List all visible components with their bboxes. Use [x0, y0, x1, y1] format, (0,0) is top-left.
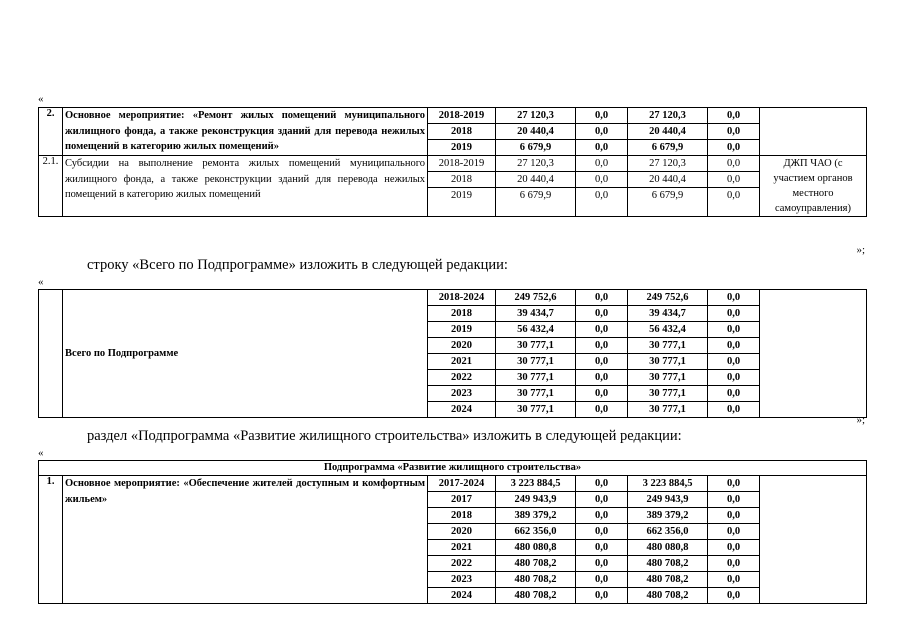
value-cell: 6 679,9 — [519, 190, 552, 201]
table-row — [39, 156, 867, 217]
row-number: 2.1. — [39, 156, 63, 217]
closing-quote-1: »; — [856, 244, 865, 256]
value-cell: 0,0 — [576, 156, 627, 172]
value-cell: 480 708,2 — [628, 572, 707, 588]
value-cell: 27 120,3 — [496, 156, 575, 172]
value-cell: 0,0 — [576, 524, 627, 540]
value-cell: 3 223 884,5 — [628, 476, 707, 492]
value-cell: 20 440,4 — [496, 172, 575, 188]
value-cell: 30 777,1 — [496, 370, 575, 386]
value-cell: 0,0 — [708, 322, 759, 338]
value-cell: 2023 — [428, 386, 495, 402]
value-cell: 0,0 — [576, 172, 627, 188]
instruction-paragraph-1: строку «Всего по Подпрограмме» изложить в следующей редакции: — [87, 257, 508, 273]
row-col1 — [496, 108, 576, 156]
value-cell: 20 440,4 — [628, 124, 707, 140]
value-cell: 6 679,9 — [651, 190, 684, 201]
value-cell: 30 777,1 — [628, 338, 707, 354]
value-cell: 2019 — [451, 142, 472, 153]
value-cell: 249 943,9 — [628, 492, 707, 508]
value-cell: 0,0 — [708, 156, 759, 172]
value-cell: 0,0 — [708, 492, 759, 508]
value-cell: 0,0 — [576, 108, 627, 124]
value-cell: 6 679,9 — [651, 142, 684, 153]
table-measures — [38, 107, 867, 217]
value-cell: 0,0 — [708, 476, 759, 492]
value-cell: 0,0 — [576, 556, 627, 572]
row-col3 — [628, 156, 708, 217]
value-cell: 480 708,2 — [628, 556, 707, 572]
value-cell: 0,0 — [708, 290, 759, 306]
value-cell: 0,0 — [576, 124, 627, 140]
closing-quote-2: »; — [856, 414, 865, 426]
value-cell: 0,0 — [726, 590, 741, 601]
value-cell: 480 708,2 — [496, 556, 575, 572]
value-cell: 662 356,0 — [628, 524, 707, 540]
row-description: Основное мероприятие: «Ремонт жилых помещений муниципального жилищного фонда, а также реконструкция зданий для перевода нежилых помещений в категорию жилых помещений» — [63, 108, 428, 156]
value-cell: 27 120,3 — [628, 156, 707, 172]
value-cell: 480 080,8 — [628, 540, 707, 556]
opening-quote-1: « — [38, 93, 44, 105]
value-cell: 30 777,1 — [496, 338, 575, 354]
value-cell: 2021 — [428, 540, 495, 556]
row-col4 — [708, 156, 760, 217]
total-col2 — [576, 290, 628, 418]
value-cell: 0,0 — [708, 306, 759, 322]
value-cell: 2018-2019 — [428, 108, 495, 124]
value-cell: 3 223 884,5 — [496, 476, 575, 492]
value-cell: 2018 — [428, 124, 495, 140]
value-cell: 6 679,9 — [519, 142, 552, 153]
value-cell: 39 434,7 — [628, 306, 707, 322]
value-cell: 0,0 — [576, 338, 627, 354]
value-cell: 56 432,4 — [496, 322, 575, 338]
value-cell: 0,0 — [576, 492, 627, 508]
value-cell: 389 379,2 — [628, 508, 707, 524]
value-cell: 39 434,7 — [496, 306, 575, 322]
subprogram-col2 — [576, 476, 628, 604]
value-cell: 0,0 — [708, 124, 759, 140]
value-cell: 0,0 — [726, 142, 741, 153]
value-cell: 30 777,1 — [628, 386, 707, 402]
value-cell: 480 080,8 — [496, 540, 575, 556]
value-cell: 2018-2024 — [428, 290, 495, 306]
value-cell: 0,0 — [576, 386, 627, 402]
subprogram-desc: Основное мероприятие: «Обеспечение жителей доступным и комфортным жильем» — [63, 476, 428, 604]
row-col1 — [496, 156, 576, 217]
value-cell: 0,0 — [594, 142, 609, 153]
value-cell: 2021 — [428, 354, 495, 370]
row-number: 2. — [39, 108, 63, 156]
value-cell: 20 440,4 — [496, 124, 575, 140]
row-years — [428, 156, 496, 217]
value-cell: 2018-2019 — [428, 156, 495, 172]
row-col3 — [628, 108, 708, 156]
row-col2 — [576, 156, 628, 217]
value-cell: 0,0 — [576, 370, 627, 386]
value-cell: 2023 — [428, 572, 495, 588]
row-col4 — [708, 108, 760, 156]
value-cell: 0,0 — [708, 524, 759, 540]
subprogram-col4 — [708, 476, 760, 604]
value-cell: 0,0 — [708, 556, 759, 572]
row-executor: ДЖП ЧАО (с участием органов местного самоуправления) — [760, 156, 867, 217]
value-cell: 2022 — [428, 370, 495, 386]
value-cell: 0,0 — [708, 108, 759, 124]
subprogram-col3 — [628, 476, 708, 604]
value-cell: 0,0 — [708, 354, 759, 370]
value-cell: 27 120,3 — [628, 108, 707, 124]
value-cell: 249 752,6 — [496, 290, 575, 306]
value-cell: 2024 — [451, 404, 472, 415]
table-subprogram — [38, 460, 867, 604]
value-cell: 2024 — [451, 590, 472, 601]
value-cell: 2018 — [428, 172, 495, 188]
value-cell: 0,0 — [708, 338, 759, 354]
total-label: Всего по Подпрограмме — [63, 290, 428, 418]
value-cell: 2020 — [428, 524, 495, 540]
value-cell: 0,0 — [576, 290, 627, 306]
value-cell: 0,0 — [708, 386, 759, 402]
row-years — [428, 108, 496, 156]
value-cell: 2018 — [428, 508, 495, 524]
value-cell: 30 777,1 — [496, 354, 575, 370]
value-cell: 0,0 — [576, 572, 627, 588]
value-cell: 249 943,9 — [496, 492, 575, 508]
value-cell: 0,0 — [576, 354, 627, 370]
total-col1 — [496, 290, 576, 418]
subprogram-col1 — [496, 476, 576, 604]
value-cell: 249 752,6 — [628, 290, 707, 306]
value-cell: 2017-2024 — [428, 476, 495, 492]
value-cell: 662 356,0 — [496, 524, 575, 540]
opening-quote-2: « — [38, 276, 44, 288]
value-cell: 0,0 — [708, 172, 759, 188]
value-cell: 0,0 — [708, 572, 759, 588]
value-cell: 30 777,1 — [628, 370, 707, 386]
row-description: Субсидии на выполнение ремонта жилых помещений муниципального жилищного фонда, а также реконструкции зданий для перевода нежилых помещений в категорию жилых помещений — [63, 156, 428, 217]
opening-quote-3: « — [38, 447, 44, 459]
value-cell: 2022 — [428, 556, 495, 572]
value-cell: 0,0 — [708, 540, 759, 556]
total-col3 — [628, 290, 708, 418]
table-total — [38, 289, 867, 418]
value-cell: 27 120,3 — [496, 108, 575, 124]
value-cell: 30 777,1 — [517, 404, 554, 415]
value-cell: 2018 — [428, 306, 495, 322]
value-cell: 0,0 — [726, 190, 741, 201]
table-row — [39, 108, 867, 156]
value-cell: 2019 — [451, 190, 472, 201]
value-cell: 0,0 — [594, 404, 609, 415]
value-cell: 2019 — [428, 322, 495, 338]
row-executor — [760, 108, 867, 156]
value-cell: 30 777,1 — [628, 354, 707, 370]
row-col2 — [576, 108, 628, 156]
value-cell: 2017 — [428, 492, 495, 508]
subprogram-num: 1. — [39, 476, 63, 604]
value-cell: 0,0 — [576, 508, 627, 524]
subprogram-header: Подпрограмма «Развитие жилищного строительства» — [39, 461, 867, 476]
value-cell: 480 708,2 — [496, 572, 575, 588]
value-cell: 0,0 — [576, 476, 627, 492]
value-cell: 0,0 — [576, 540, 627, 556]
value-cell: 0,0 — [726, 404, 741, 415]
subprogram-years — [428, 476, 496, 604]
value-cell: 0,0 — [576, 306, 627, 322]
value-cell: 30 777,1 — [649, 404, 686, 415]
value-cell: 56 432,4 — [628, 322, 707, 338]
total-years — [428, 290, 496, 418]
value-cell: 0,0 — [594, 190, 609, 201]
value-cell: 480 708,2 — [514, 590, 557, 601]
value-cell: 480 708,2 — [646, 590, 689, 601]
value-cell: 0,0 — [594, 590, 609, 601]
value-cell: 30 777,1 — [496, 386, 575, 402]
subprogram-exec-cell — [760, 476, 867, 604]
total-col4 — [708, 290, 760, 418]
total-exec-cell — [760, 290, 867, 418]
value-cell: 20 440,4 — [628, 172, 707, 188]
total-num-cell — [39, 290, 63, 418]
value-cell: 0,0 — [708, 370, 759, 386]
value-cell: 389 379,2 — [496, 508, 575, 524]
value-cell: 2020 — [428, 338, 495, 354]
value-cell: 0,0 — [576, 322, 627, 338]
instruction-paragraph-2: раздел «Подпрограмма «Развитие жилищного строительства» изложить в следующей редакции: — [87, 428, 682, 444]
value-cell: 0,0 — [708, 508, 759, 524]
